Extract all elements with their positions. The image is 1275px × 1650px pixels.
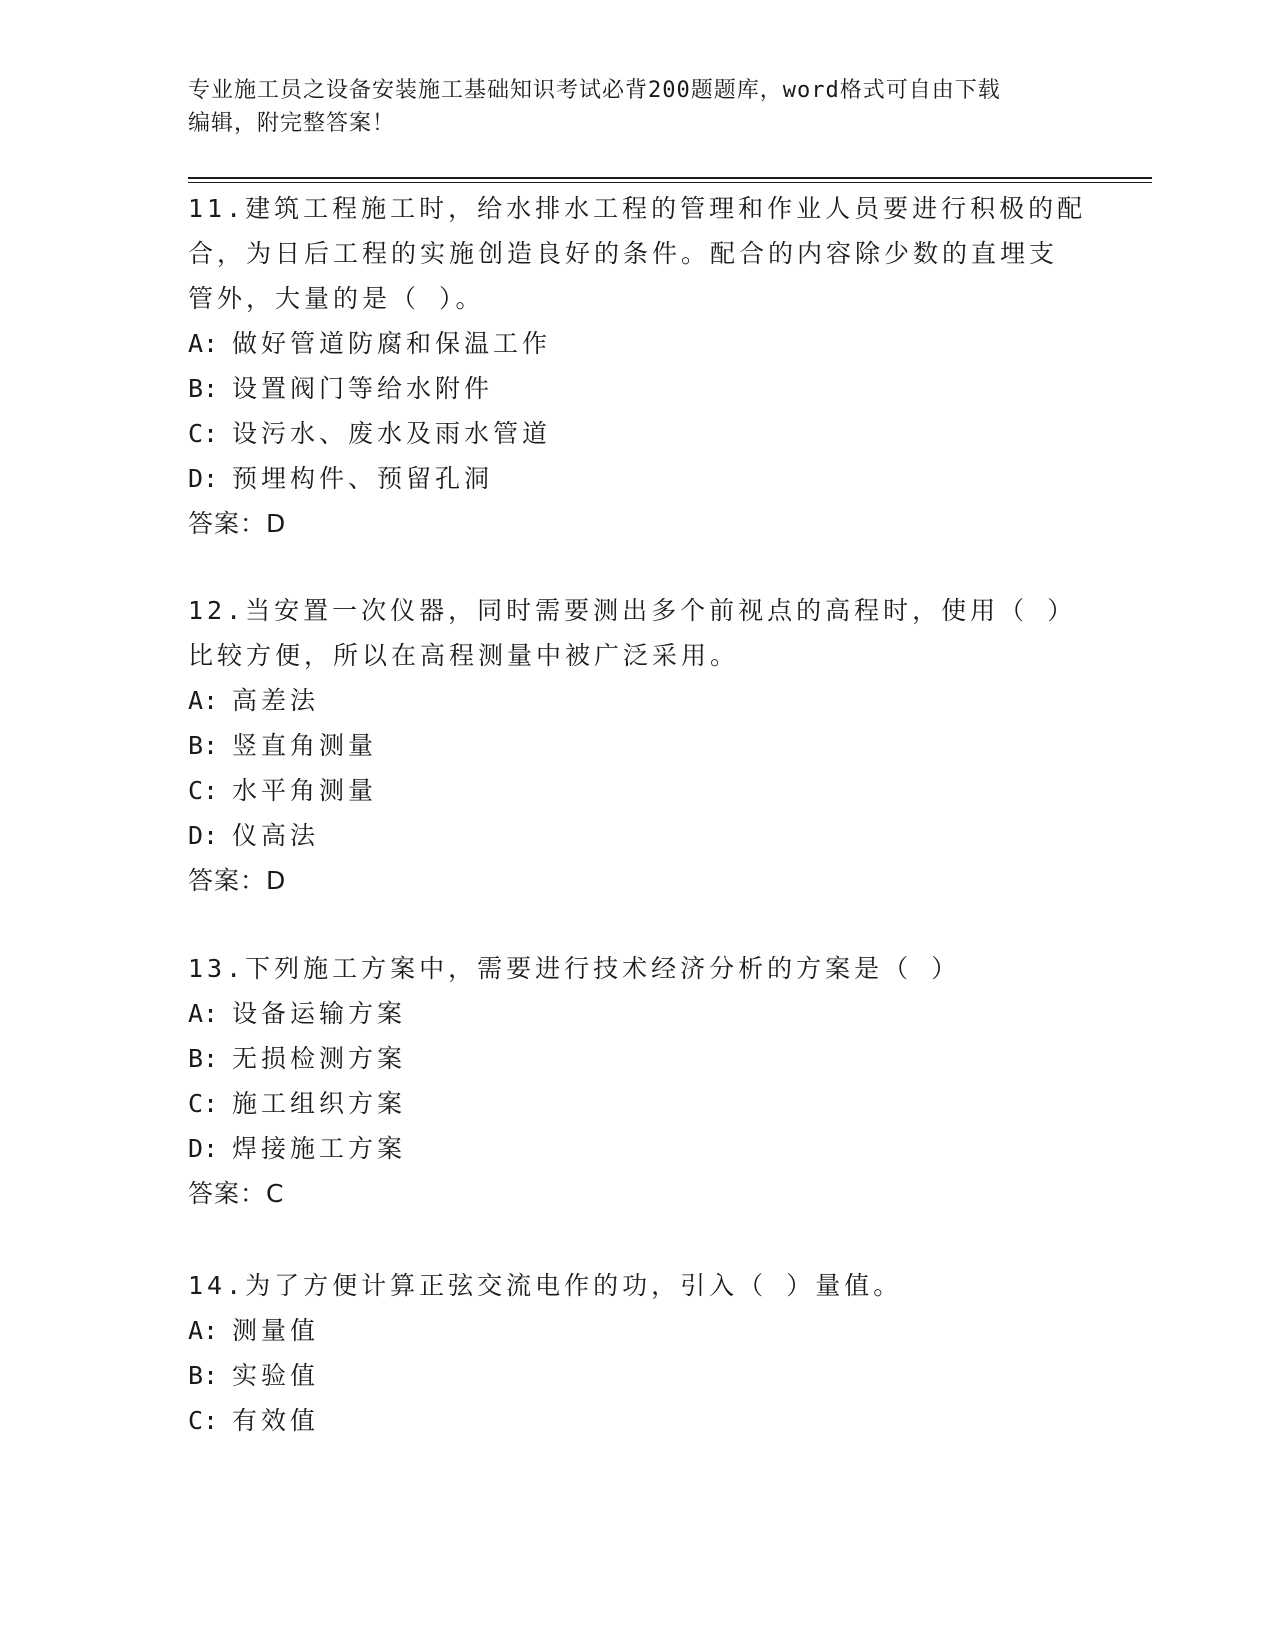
- answer: 答案：D: [188, 866, 287, 895]
- option-key: D:: [188, 821, 219, 850]
- question-stem: [188, 946, 1088, 991]
- option-text: 实验值: [232, 1361, 320, 1390]
- option-text: 做好管道防腐和保温工作: [232, 329, 552, 358]
- option-d: [188, 456, 1088, 501]
- option-text: 高差法: [232, 686, 320, 715]
- question-stem: [188, 588, 1088, 678]
- option-key: D:: [188, 1134, 219, 1163]
- question-stem: [188, 1263, 1088, 1308]
- option-a: [188, 678, 1088, 723]
- stem-line: 11.建筑工程施工时，给水排水工程的管理和作业人员要进行积极的配: [188, 194, 1087, 223]
- option-text: 预埋构件、预留孔洞: [232, 464, 494, 493]
- answer: 答案：D: [188, 509, 287, 538]
- option-key: C:: [188, 1089, 219, 1118]
- option-key: A:: [188, 999, 219, 1028]
- option-text: 有效值: [232, 1406, 320, 1435]
- option-a: [188, 1308, 1088, 1353]
- header-line-1: 专业施工员之设备安装施工基础知识考试必背200题题库，word格式可自由下载: [188, 78, 1001, 103]
- stem-line: 合，为日后工程的实施创造良好的条件。配合的内容除少数的直埋支: [188, 239, 1059, 268]
- option-key: A:: [188, 1316, 219, 1345]
- option-text: 测量值: [232, 1316, 320, 1345]
- option-text: 竖直角测量: [232, 731, 378, 760]
- option-c: [188, 768, 1088, 813]
- option-key: A:: [188, 329, 219, 358]
- option-key: C:: [188, 419, 219, 448]
- option-c: [188, 1081, 1088, 1126]
- option-b: [188, 1353, 1088, 1398]
- option-text: 设污水、废水及雨水管道: [232, 419, 552, 448]
- question-14: [188, 1263, 1088, 1443]
- option-c: [188, 411, 1088, 456]
- option-b: [188, 1036, 1088, 1081]
- header-divider-thin: [188, 182, 1152, 183]
- stem-line: 管外，大量的是（ ）。: [188, 284, 485, 313]
- document-header: [188, 74, 1088, 140]
- stem-line: 比较方便，所以在高程测量中被广泛采用。: [188, 641, 740, 670]
- option-text: 无损检测方案: [232, 1044, 407, 1073]
- option-key: B:: [188, 1044, 219, 1073]
- option-text: 设置阀门等给水附件: [232, 374, 494, 403]
- option-key: C:: [188, 776, 219, 805]
- option-b: [188, 366, 1088, 411]
- option-a: [188, 321, 1088, 366]
- option-text: 设备运输方案: [232, 999, 407, 1028]
- option-key: C:: [188, 1406, 219, 1435]
- option-d: [188, 813, 1088, 858]
- question-13: [188, 946, 1088, 1216]
- question-11: [188, 186, 1088, 546]
- header-divider-thick: [188, 177, 1152, 179]
- stem-line: 13.下列施工方案中，需要进行技术经济分析的方案是（ ）: [188, 954, 961, 983]
- option-key: D:: [188, 464, 219, 493]
- option-key: A:: [188, 686, 219, 715]
- header-line-2: 编辑，附完整答案！: [188, 111, 396, 136]
- option-text: 仪高法: [232, 821, 320, 850]
- option-b: [188, 723, 1088, 768]
- option-key: B:: [188, 374, 219, 403]
- option-key: B:: [188, 1361, 219, 1390]
- stem-line: 14.为了方便计算正弦交流电作的功，引入（ ）量值。: [188, 1271, 903, 1300]
- option-d: [188, 1126, 1088, 1171]
- answer: 答案：C: [188, 1179, 285, 1208]
- option-a: [188, 991, 1088, 1036]
- option-text: 水平角测量: [232, 776, 378, 805]
- option-c: [188, 1398, 1088, 1443]
- option-text: 焊接施工方案: [232, 1134, 407, 1163]
- question-stem: [188, 186, 1088, 321]
- option-key: B:: [188, 731, 219, 760]
- option-text: 施工组织方案: [232, 1089, 407, 1118]
- stem-line: 12.当安置一次仪器，同时需要测出多个前视点的高程时，使用（ ）: [188, 596, 1077, 625]
- question-12: [188, 588, 1088, 903]
